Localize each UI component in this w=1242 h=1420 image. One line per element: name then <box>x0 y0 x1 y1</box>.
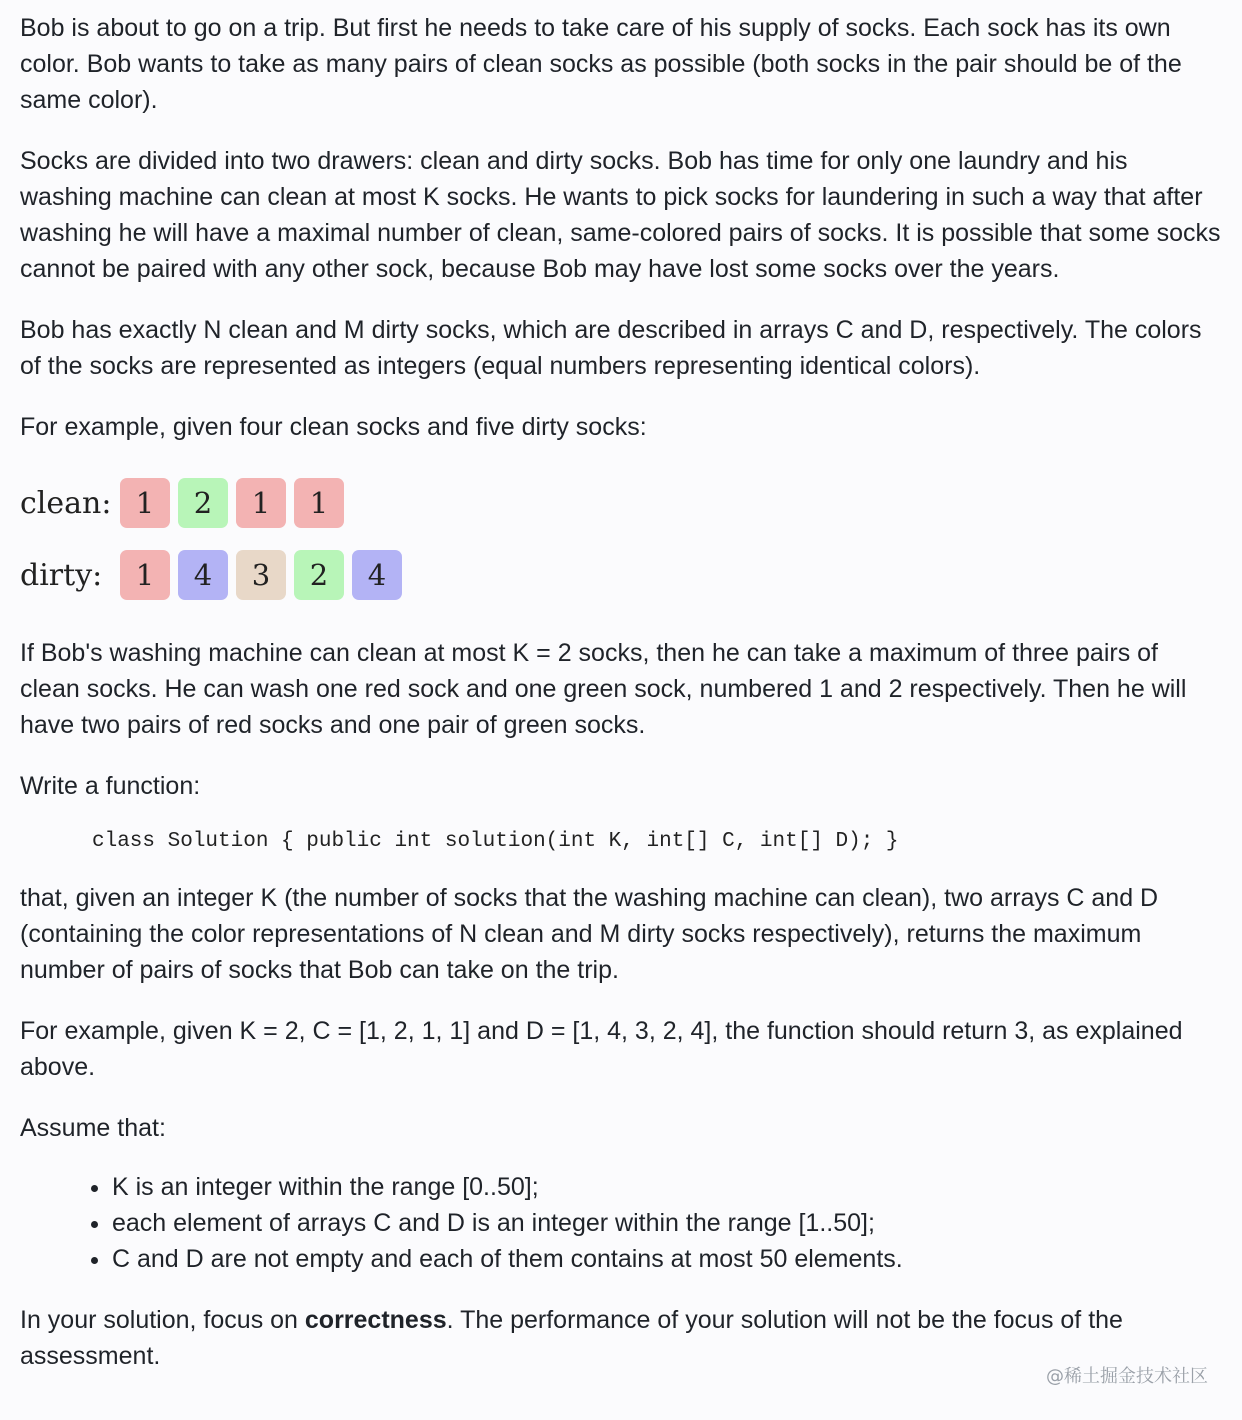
clean-sock: 1 <box>120 478 170 528</box>
list-item: • C and D are not empty and each of them contains at most 50 elements. <box>112 1241 1224 1277</box>
paragraph-assume: Assume that: <box>20 1114 166 1142</box>
clean-label: clean: <box>20 485 112 521</box>
paragraph-arrays: Bob has exactly N clean and M dirty socks, which are described in arrays C and D, respectively. The colors of the socks are represented as integers (equal numbers representing identical colors). <box>20 316 1202 380</box>
paragraph-focus <box>20 1302 1224 1374</box>
dirty-sock: 4 <box>352 550 402 600</box>
clean-sock: 2 <box>178 478 228 528</box>
clean-sock: 1 <box>294 478 344 528</box>
dirty-sock: 3 <box>236 550 286 600</box>
code-signature: class Solution { public int solution(int K, int[] C, int[] D); } <box>92 830 899 853</box>
clean-sock: 1 <box>236 478 286 528</box>
paragraph-example-call: For example, given K = 2, C = [1, 2, 1, 1] and D = [1, 4, 3, 2, 4], the function should return 3, as explained above. <box>20 1017 1183 1081</box>
paragraph-explanation: If Bob's washing machine can clean at most K = 2 socks, then he can take a maximum of three pairs of clean socks. He can wash one red sock and one green sock, numbered 1 and 2 respectively. Then he will have two pairs of red socks and one pair of green socks. <box>20 639 1187 739</box>
watermark: @稀土掘金技术社区 <box>1046 1366 1208 1387</box>
assumption-list <box>20 1169 1224 1277</box>
paragraph-intro: Bob is about to go on a trip. But first he needs to take care of his supply of socks. Each sock has its own color. Bob wants to take as many pairs of clean socks as possible (both socks in the pair should be of the same color). <box>20 14 1182 114</box>
sock-illustration <box>20 477 1224 601</box>
dirty-sock: 1 <box>120 550 170 600</box>
dirty-label: dirty: <box>20 557 103 593</box>
list-item: • K is an integer within the range [0..50]; <box>112 1169 1224 1205</box>
focus-suffix: . The performance of your solution will not be the focus of the assessment. <box>20 1306 1123 1370</box>
clean-socks-row <box>20 477 1224 529</box>
paragraph-example-intro: For example, given four clean socks and five dirty socks: <box>20 413 647 441</box>
list-item: • each element of arrays C and D is an integer within the range [1..50]; <box>112 1205 1224 1241</box>
paragraph-drawers: Socks are divided into two drawers: clean and dirty socks. Bob has time for only one laundry and his washing machine can clean at most K socks. He wants to pick socks for laundering in such a way that after washing he will have a maximal number of clean, same-colored pairs of socks. It is possible that some socks cannot be paired with any other sock, because Bob may have lost some socks over the years. <box>20 147 1221 283</box>
focus-bold: correctness <box>304 1306 447 1334</box>
paragraph-description: that, given an integer K (the number of socks that the washing machine can clean), two arrays C and D (containing the color representations of N clean and M dirty socks respectively), returns the maximum number of pairs of socks that Bob can take on the trip. <box>20 884 1159 984</box>
dirty-sock: 2 <box>294 550 344 600</box>
paragraph-write-function: Write a function: <box>20 772 201 800</box>
focus-prefix: In your solution, focus on <box>20 1306 305 1334</box>
dirty-sock: 4 <box>178 550 228 600</box>
dirty-socks-row <box>20 549 1224 601</box>
